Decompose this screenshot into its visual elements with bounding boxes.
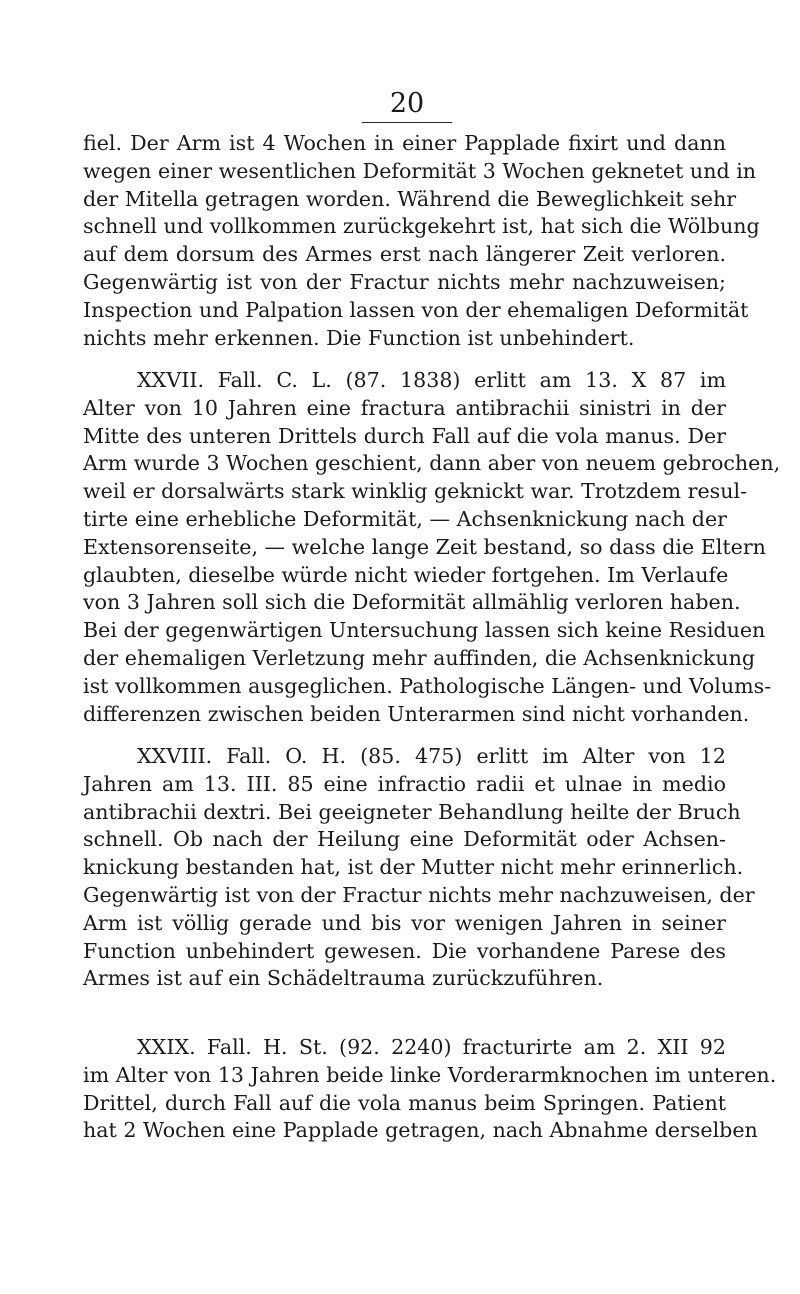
text-line: XXIX. Fall. H. St. (92. 2240) fracturirte am 2. XII 92	[137, 1035, 726, 1059]
text-line: antibrachii dextri. Bei geeigneter Behandlung heilte der Bruch	[83, 799, 741, 824]
text-line: Mitte des unteren Drittels durch Fall auf die vola manus. Der	[83, 423, 726, 448]
text-line: Function unbehindert gewesen. Die vorhandene Parese des	[83, 938, 726, 963]
text-line: Arm ist völlig gerade und bis vor wenigen Jahren in seiner	[83, 910, 726, 935]
text-line: Drittel, durch Fall auf die vola manus beim Springen. Patient	[83, 1090, 726, 1115]
text-line: knickung bestanden hat, ist der Mutter nicht mehr erinnerlich.	[83, 855, 744, 880]
paragraph-2-case-xxvii	[83, 367, 781, 728]
page-number-text: 20	[362, 88, 452, 123]
text-line: Gegenwärtig ist von der Fractur nichts mehr nachzuweisen;	[83, 269, 726, 294]
text-line: XXVIII. Fall. O. H. (85. 475) erlitt im Alter von 12	[137, 744, 726, 768]
text-line: tirte eine erhebliche Deformität, — Achsenknickung nach der	[83, 506, 727, 531]
text-line: glaubten, dieselbe würde nicht wieder fortgehen. Im Verlaufe	[83, 562, 729, 587]
text-line: ist vollkommen ausgeglichen. Pathologische Längen- und Volums-	[83, 673, 772, 698]
text-line: Armes ist auf ein Schädeltrauma zurückzuführen.	[83, 966, 604, 991]
text-line: Bei der gegenwärtigen Untersuchung lassen sich keine Residuen	[83, 618, 766, 643]
text-line: im Alter von 13 Jahren beide linke Vorderarmknochen im unteren.	[83, 1062, 777, 1087]
text-line: von 3 Jahren soll sich die Deformität allmählig verloren haben.	[83, 590, 741, 615]
paragraph-1	[83, 130, 760, 352]
text-line: nichts mehr erkennen. Die Function ist unbehindert.	[83, 325, 635, 350]
text-line: XXVII. Fall. C. L. (87. 1838) erlitt am 13. X 87 im	[137, 368, 726, 392]
text-line: Gegenwärtig ist von der Fractur nichts mehr nachzuweisen, der	[83, 882, 755, 907]
paragraph-4-case-xxix	[83, 1034, 777, 1145]
text-line: wegen einer wesentlichen Deformität 3 Wochen geknetet und in	[83, 158, 757, 183]
text-line: schnell und vollkommen zurückgekehrt ist, hat sich die Wölbung	[83, 214, 760, 239]
text-line: fiel. Der Arm ist 4 Wochen in einer Papplade fixirt und dann	[83, 131, 726, 155]
text-line: Arm wurde 3 Wochen geschient, dann aber von neuem gebrochen,	[83, 451, 781, 476]
text-line: hat 2 Wochen eine Papplade getragen, nach Abnahme derselben	[83, 1118, 758, 1143]
text-line: Jahren am 13. III. 85 eine infractio radii et ulnae in medio	[83, 771, 726, 796]
text-line: der Mitella getragen worden. Während die Beweglichkeit sehr	[83, 186, 737, 211]
text-line: weil er dorsalwärts stark winklig geknickt war. Trotzdem resul-	[83, 479, 748, 504]
paragraph-3-case-xxviii	[83, 743, 755, 993]
text-line: Alter von 10 Jahren eine fractura antibrachii sinistri in der	[83, 395, 726, 420]
text-line: schnell. Ob nach der Heilung eine Deformität oder Achsen-	[83, 827, 726, 852]
page-number	[0, 88, 800, 123]
text-line: der ehemaligen Verletzung mehr auffinden, die Achsenknickung	[83, 645, 756, 670]
text-line: Extensorenseite, — welche lange Zeit bestand, so dass die Eltern	[83, 534, 766, 559]
text-line: Inspection und Palpation lassen von der ehemaligen Deformität	[83, 297, 749, 322]
text-line: differenzen zwischen beiden Unterarmen sind nicht vorhanden.	[83, 701, 750, 726]
text-line: auf dem dorsum des Armes erst nach längerer Zeit verloren.	[83, 242, 726, 267]
